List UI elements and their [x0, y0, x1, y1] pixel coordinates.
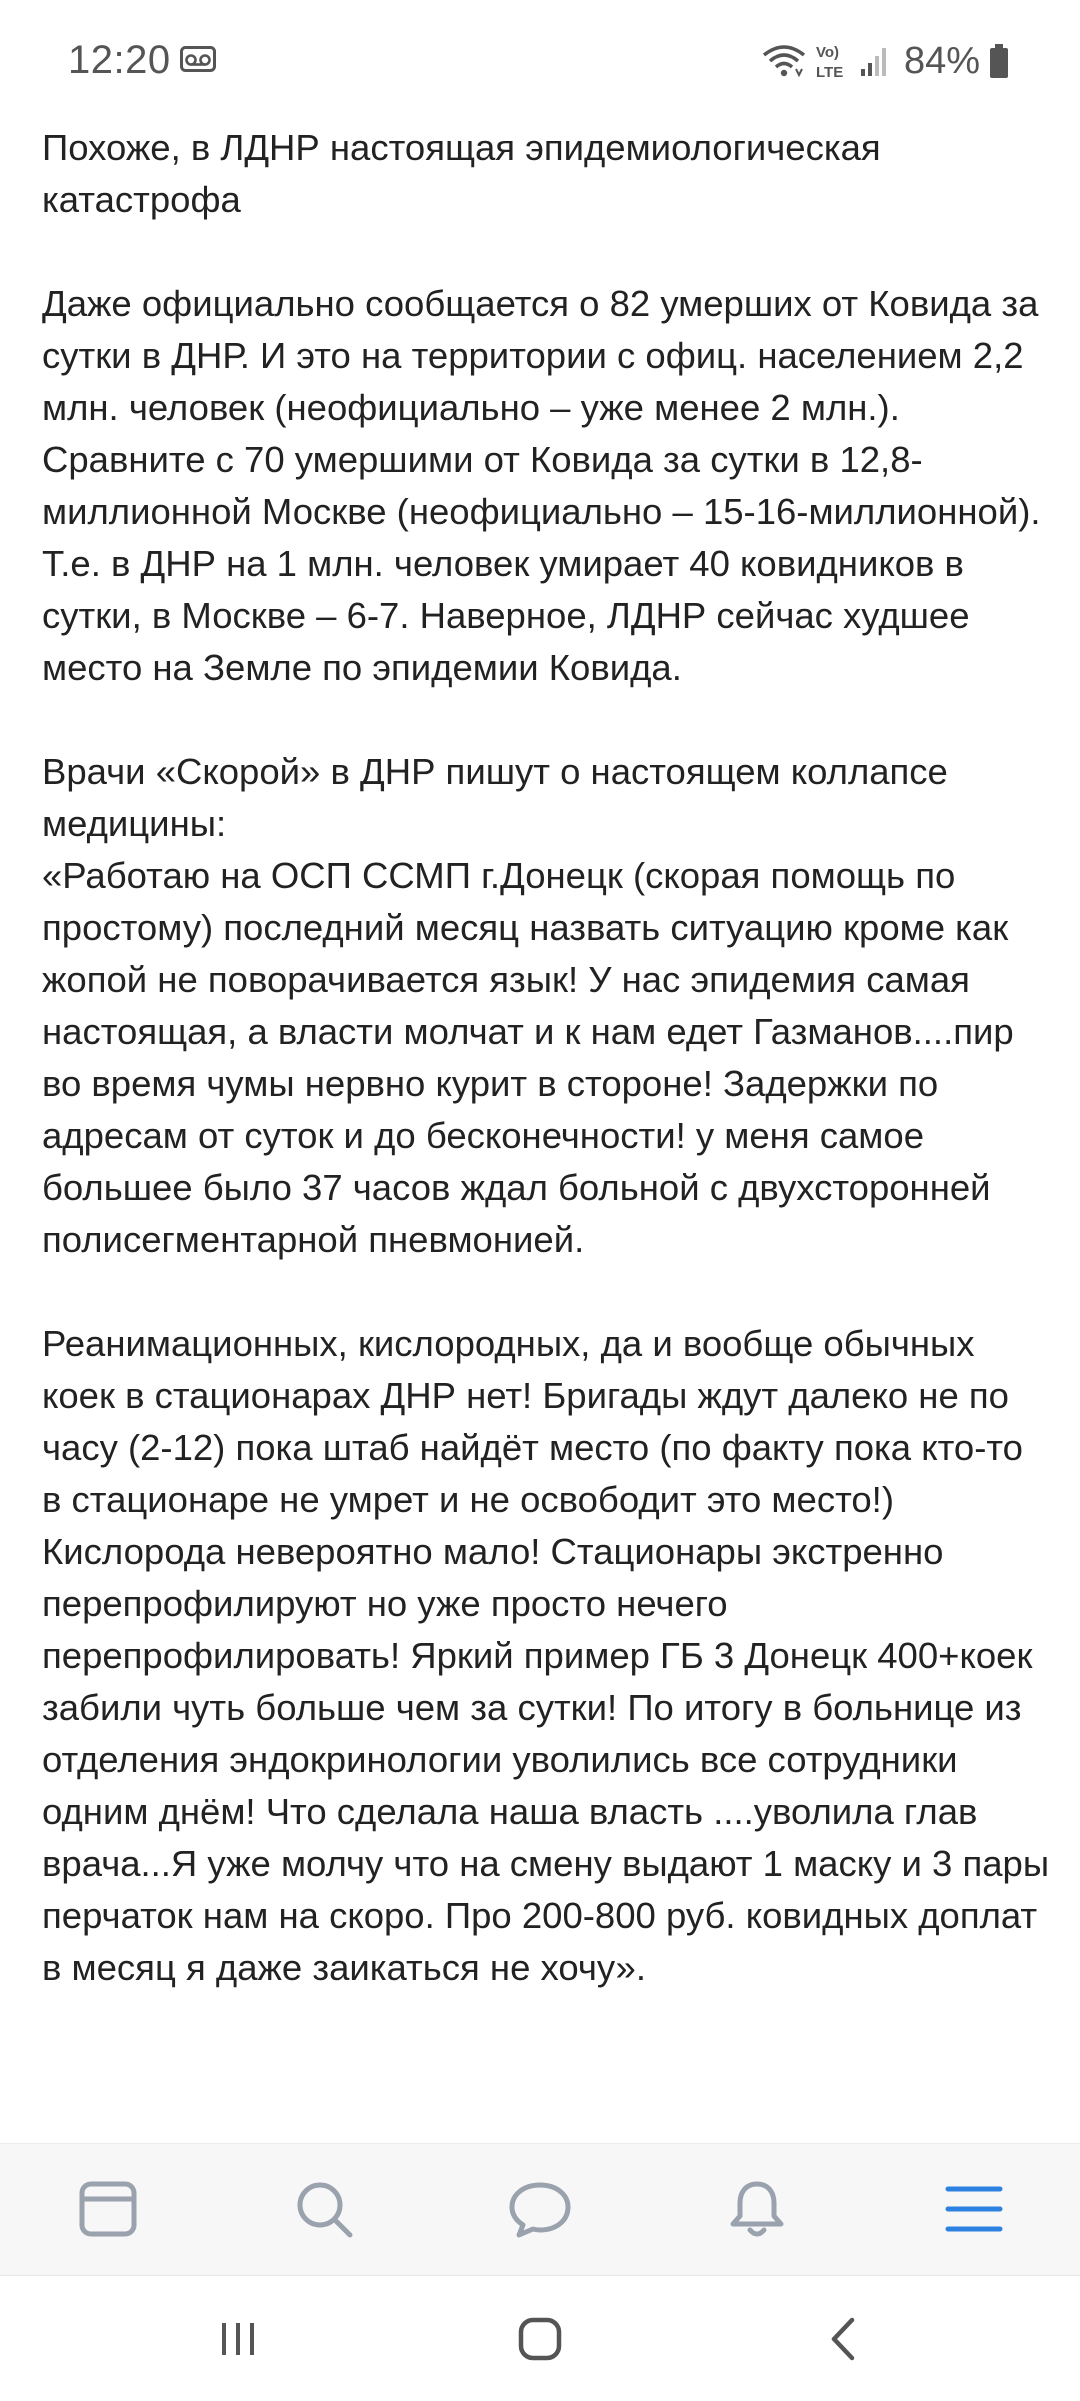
wifi-icon	[762, 43, 806, 79]
status-time: 12:20	[68, 38, 171, 82]
battery-percent: 84%	[903, 39, 980, 82]
system-navigation-bar	[0, 2275, 1080, 2401]
post-paragraph-quote-2: Реанимационных, кислородных, да и вообще обычных коек в стационарах ДНР нет! Бригады ждут далеко не по часу (2-12) пока штаб найдёт место (по факту пока кто-то в стационаре не умрет и не освободит это место!) Кислорода невероятно мало! Стационары экстренно перепрофилируют но уже просто нечего перепрофилировать! Яркий пример ГБ 3 Донецк 400+коек забили чуть больше чем за сутки! По итогу в больнице из отделения эндокринологии уволились все сотрудники одним днём! Что сделала наша власть ....уволила глав врача...Я уже молчу что на смену выдают 1 маску и 3 пары перчаток нам на скоро. Про 200-800 руб. ковидных доплат в месяц я даже заикаться не хочу».	[42, 1323, 1050, 1988]
recents-icon	[218, 2319, 258, 2364]
volte-label-top: Vo)	[815, 44, 839, 61]
signal-icon	[860, 45, 890, 77]
menu-icon	[944, 2183, 1004, 2240]
home-icon	[517, 2316, 563, 2367]
post-paragraph-intro: Похоже, в ЛДНР настоящая эпидемиологическая катастрофа	[42, 127, 881, 220]
volte-label-bottom: LTE	[815, 64, 844, 81]
post-paragraph-statistics: Даже официально сообщается о 82 умерших от Ковида за сутки в ДНР. И это на территории с офиц. населением 2,2 млн. человек (неофициально – уже менее 2 млн.). Сравните с 70 умершими от Ковида за сутки в 12,8-миллионной Москве (неофициально – 15-16-миллионной). Т.е. в ДНР на 1 млн. человек умирает 40 ковидников в сутки, в Москве – 6-7. Наверное, ЛДНР сейчас худшее место на Земле по эпидемии Ковида.	[42, 283, 1041, 688]
post-paragraph-quote-1: «Работаю на ОСП ССМП г.Донецк (скорая помощь по простому) последний месяц назвать ситуацию кроме как жопой не поворачивается язык! У нас эпидемия самая настоящая, а власти молчат и к нам едет Газманов....пир во время чумы нервно курит в стороне! Задержки по адресам от суток и до бесконечности! у меня самое большее было 37 часов ждал больной с двухсторонней полисегментарной пневмонией.	[42, 855, 1014, 1260]
post-text	[42, 122, 1052, 2046]
status-bar	[0, 0, 1080, 122]
tab-messages[interactable]	[505, 2176, 575, 2246]
search-icon	[294, 2179, 354, 2244]
tab-menu[interactable]	[939, 2176, 1009, 2246]
volte-icon	[814, 41, 852, 81]
tab-notifications[interactable]	[722, 2176, 792, 2246]
messages-icon	[508, 2179, 572, 2244]
post-paragraph-doctors: Врачи «Скорой» в ДНР пишут о настоящем коллапсе медицины:	[42, 751, 948, 844]
tab-news[interactable]	[73, 2176, 143, 2246]
home-button[interactable]	[500, 2306, 580, 2376]
back-button[interactable]	[803, 2306, 883, 2376]
notifications-icon	[727, 2178, 787, 2245]
voicemail-icon	[180, 46, 216, 77]
battery-icon	[988, 43, 1010, 79]
news-icon	[78, 2179, 138, 2244]
back-icon	[828, 2316, 858, 2367]
status-indicators	[754, 36, 1010, 86]
bottom-tab-bar	[0, 2143, 1080, 2276]
tab-search[interactable]	[289, 2176, 359, 2246]
recents-button[interactable]	[198, 2306, 278, 2376]
